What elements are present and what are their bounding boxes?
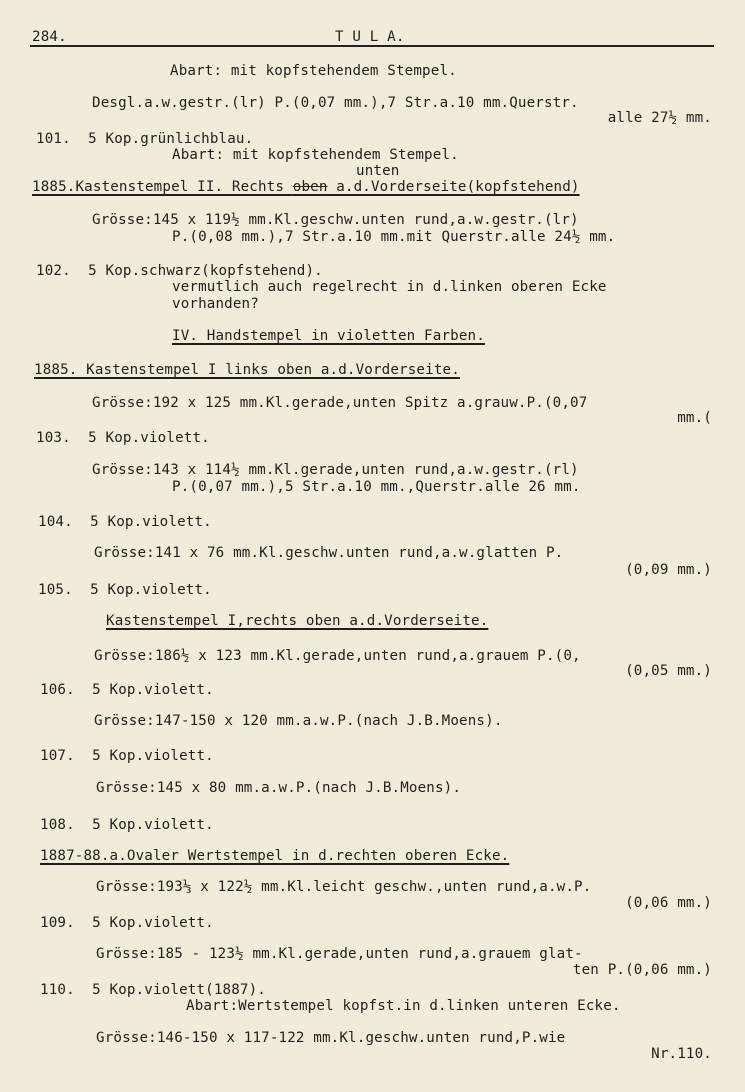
text-line: Grösse:192 x 125 mm.Kl.gerade,unten Spitz a.grauw.P.(0,07: [92, 395, 588, 411]
text-line: Grösse:147-150 x 120 mm.a.w.P.(nach J.B.Moens).: [94, 713, 503, 729]
section-heading: 1887-88.a.Ovaler Wertstempel in d.rechten oberen Ecke.: [40, 848, 510, 864]
entry-104: 104. 5 Kop.violett.: [38, 514, 212, 530]
text-line: Grösse:145 x 119½ mm.Kl.geschw.unten rund,a.w.gestr.(lr): [92, 212, 579, 228]
text-line: P.(0,07 mm.),5 Str.a.10 mm.,Querstr.alle 26 mm.: [172, 479, 581, 495]
entry-102: 102. 5 Kop.schwarz(kopfstehend).: [36, 263, 323, 279]
section-heading: 1885.Kastenstempel II. Rechts oben a.d.Vorderseite(kopfstehend): [32, 179, 580, 195]
header-rule: [30, 45, 714, 47]
entry-107: 107. 5 Kop.violett.: [40, 748, 214, 764]
text-line: Abart: mit kopfstehendem Stempel.: [170, 63, 457, 79]
text-line: ten P.(0,06 mm.): [572, 962, 712, 978]
text-line: Nr.110.: [651, 1046, 712, 1062]
entry-105: 105. 5 Kop.violett.: [38, 582, 212, 598]
text-line: Abart: mit kopfstehendem Stempel.: [172, 147, 459, 163]
entry-101: 101. 5 Kop.grünlichblau.: [36, 131, 254, 147]
entry-109: 109. 5 Kop.violett.: [40, 915, 214, 931]
text-line: Abart:Wertstempel kopfst.in d.linken unteren Ecke.: [186, 998, 621, 1014]
text-line: (0,06 mm.): [625, 895, 712, 911]
text-line: Desgl.a.w.gestr.(lr) P.(0,07 mm.),7 Str.a.10 mm.Querstr.: [92, 95, 579, 111]
text-line: vermutlich auch regelrecht in d.linken oberen Ecke: [172, 279, 607, 295]
entry-106: 106. 5 Kop.violett.: [40, 682, 214, 698]
text-line: Grösse:193⅓ x 122½ mm.Kl.leicht geschw.,unten rund,a.w.P.: [96, 879, 592, 895]
entry-108: 108. 5 Kop.violett.: [40, 817, 214, 833]
text-line: alle 27½ mm.: [607, 110, 712, 126]
text-line: (0,05 mm.): [625, 663, 712, 679]
section-heading: IV. Handstempel in violetten Farben.: [172, 328, 485, 344]
text-line: Grösse:185 - 123½ mm.Kl.gerade,unten rund,a.grauem glat-: [96, 946, 583, 962]
text-line: Grösse:146-150 x 117-122 mm.Kl.geschw.unten rund,P.wie: [96, 1030, 566, 1046]
text-line: P.(0,08 mm.),7 Str.a.10 mm.mit Querstr.alle 24½ mm.: [172, 229, 616, 245]
correction-note: unten: [356, 163, 400, 179]
entry-103: 103. 5 Kop.violett.: [36, 430, 210, 446]
page-number: 284.: [32, 29, 67, 45]
text-line: Grösse:141 x 76 mm.Kl.geschw.unten rund,a.w.glatten P.: [94, 545, 564, 561]
section-heading: 1885. Kastenstempel I links oben a.d.Vorderseite.: [34, 362, 460, 378]
text-line: mm.(: [677, 410, 712, 426]
text-line: vorhanden?: [172, 296, 259, 312]
entry-110: 110. 5 Kop.violett(1887).: [40, 982, 266, 998]
text-line: Grösse:143 x 114½ mm.Kl.gerade,unten rund,a.w.gestr.(rl): [92, 462, 579, 478]
section-heading: Kastenstempel I,rechts oben a.d.Vorderseite.: [106, 613, 489, 629]
struck-word: oben: [292, 179, 328, 195]
page-title: T U L A.: [335, 29, 405, 45]
text-line: (0,09 mm.): [625, 562, 712, 578]
text-line: Grösse:186½ x 123 mm.Kl.gerade,unten rund,a.grauem P.(0,: [94, 648, 581, 664]
text-line: Grösse:145 x 80 mm.a.w.P.(nach J.B.Moens).: [96, 780, 462, 796]
